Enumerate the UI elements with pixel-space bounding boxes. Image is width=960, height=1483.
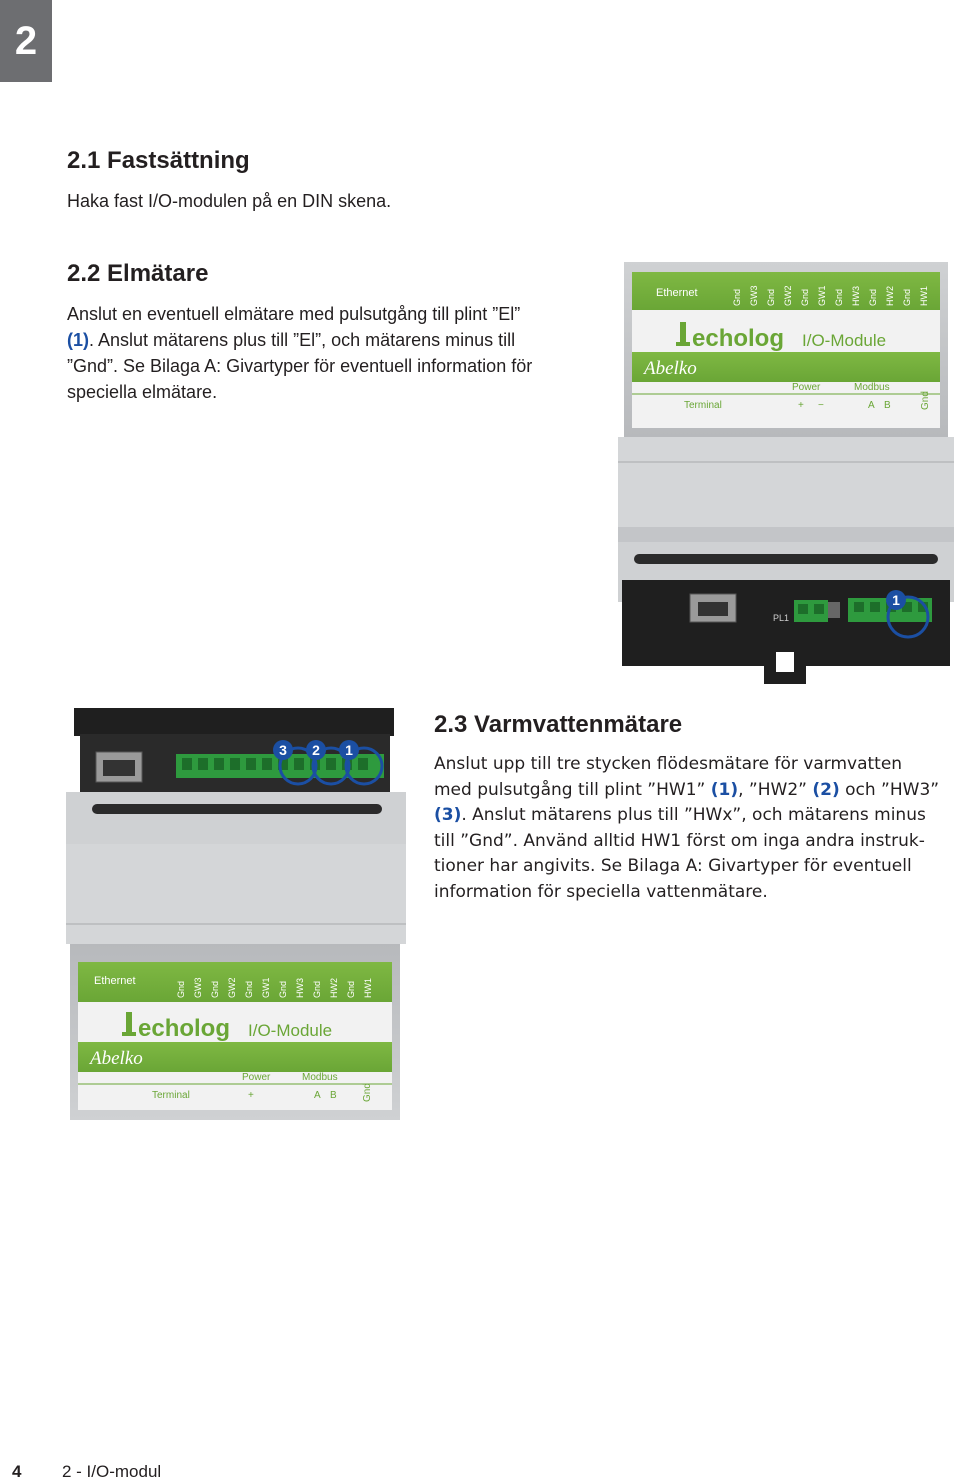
screw <box>814 604 824 614</box>
terminal-label: HW1 <box>363 978 373 998</box>
io-module-photo-bottom <box>66 708 406 1120</box>
power-plus: + <box>248 1090 254 1101</box>
marker-number-1: 1 <box>345 742 353 758</box>
screw <box>214 758 224 770</box>
connector-face <box>74 708 394 736</box>
terminal-label-bottom: Terminal <box>152 1090 190 1101</box>
screw <box>246 758 256 770</box>
text-line: ”Gnd”. Se Bilaga A: Givartyper för eventuell information för <box>67 356 533 376</box>
text-span: och ”HW3” <box>839 779 940 800</box>
terminal-label: Gnd <box>800 288 810 306</box>
modbus-a: A <box>868 400 875 411</box>
power-label: Power <box>792 382 821 393</box>
text-line: Anslut en eventuell elmätare med pulsutgång till plint ”El” <box>67 304 521 324</box>
logo-base <box>122 1032 136 1036</box>
text-line: speciella elmätare. <box>67 382 218 402</box>
ethernet-socket <box>103 760 135 776</box>
reference-1: (1) <box>67 330 89 350</box>
maker-name: Abelko <box>644 358 697 379</box>
screw <box>798 604 808 614</box>
modbus-label: Modbus <box>854 382 890 393</box>
terminal-label: GW3 <box>749 285 759 306</box>
modbus-b: B <box>884 400 891 411</box>
terminal-label: Gnd <box>312 980 322 998</box>
ethernet-label: Ethernet <box>94 975 136 987</box>
text-line: tioner har angivits. Se Bilaga A: Givartyper för eventuell <box>434 856 912 877</box>
power-label: Power <box>242 1072 271 1083</box>
terminal-label: GW1 <box>817 285 827 306</box>
model-name: I/O-Module <box>802 331 887 350</box>
power-plus: + <box>798 400 804 411</box>
reference-1: (1) <box>710 779 739 800</box>
terminal-label: Gnd <box>278 980 288 998</box>
terminal-label: Gnd <box>346 980 356 998</box>
screw <box>326 758 336 770</box>
ethernet-label: Ethernet <box>656 287 698 299</box>
brand-name: echolog <box>692 325 785 352</box>
terminal-label: Gnd <box>244 980 254 998</box>
screw <box>182 758 192 770</box>
text-span: , ”HW2” <box>738 779 813 800</box>
page-number: 4 <box>12 1462 22 1481</box>
terminal-label: Gnd <box>176 980 186 998</box>
reference-3: (3) <box>434 805 462 826</box>
power-minus: − <box>818 400 824 411</box>
text-line <box>434 778 954 804</box>
text-line: till ”Gnd”. Använd alltid HW1 först om inga andra instruk- <box>434 830 925 851</box>
modbus-b: B <box>330 1090 337 1101</box>
text-line <box>434 803 954 829</box>
terminal-label: GW2 <box>783 285 793 306</box>
section-2-1-title: 2.1 Fastsättning <box>67 147 250 174</box>
io-module-photo-top <box>618 262 954 686</box>
text-line: information för speciella vattenmätare. <box>434 881 768 902</box>
maker-name: Abelko <box>90 1048 143 1069</box>
terminal-label: Gnd <box>868 288 878 306</box>
housing-middle <box>66 844 406 944</box>
terminal-label: GW1 <box>261 977 271 998</box>
gnd-label: Gnd <box>362 1083 373 1102</box>
terminal-label: HW3 <box>851 286 861 306</box>
vent-slot <box>634 554 938 564</box>
screw <box>870 602 880 612</box>
screw <box>198 758 208 770</box>
din-clip-slot <box>776 652 794 672</box>
ethernet-socket <box>698 602 728 616</box>
terminal-label: Gnd <box>210 980 220 998</box>
screw <box>854 602 864 612</box>
text-span: . Anslut mätarens plus till ”HWx”, och mätarens minus <box>461 805 926 826</box>
section-2-2-body <box>67 301 627 405</box>
terminal-label: Gnd <box>732 288 742 306</box>
section-2-1-text: Haka fast I/O-modulen på en DIN skena. <box>67 191 392 211</box>
screw <box>230 758 240 770</box>
text-line: Anslut upp till tre stycken flödesmätare för varmvatten <box>434 754 903 774</box>
text-span: . Anslut mätarens plus till ”El”, och mätarens minus till <box>89 330 516 350</box>
terminal-label: Gnd <box>902 288 912 306</box>
housing-middle <box>618 437 954 527</box>
terminal-label: HW3 <box>295 978 305 998</box>
marker-number-3: 3 <box>279 742 287 758</box>
terminal-label: GW2 <box>227 977 237 998</box>
terminal-label-bottom: Terminal <box>684 400 722 411</box>
footer-chapter-title: 2 - I/O-modul <box>62 1462 162 1481</box>
modbus-a: A <box>314 1090 321 1101</box>
terminal-label: Gnd <box>834 288 844 306</box>
text-line <box>67 327 627 353</box>
marker-number: 1 <box>892 592 900 608</box>
section-2-3-body <box>434 752 954 906</box>
housing-lower <box>66 792 406 844</box>
terminal-label: Gnd <box>766 288 776 306</box>
model-name: I/O-Module <box>248 1021 333 1040</box>
terminal-label: HW2 <box>329 978 339 998</box>
screw <box>294 758 304 770</box>
pcb-label: PL1 <box>773 613 790 623</box>
pcb-component <box>828 602 840 618</box>
screw <box>262 758 272 770</box>
terminal-label: HW1 <box>919 286 929 306</box>
modbus-label: Modbus <box>302 1072 338 1083</box>
section-2-2-title: 2.2 Elmätare <box>67 260 209 287</box>
vent-slot <box>92 804 382 814</box>
chapter-tab: 2 <box>0 0 52 82</box>
section-2-3-title: 2.3 Varmvattenmätare <box>434 711 683 738</box>
screw <box>358 758 368 770</box>
reference-2: (2) <box>812 779 840 800</box>
logo-base <box>676 342 690 346</box>
brand-name: echolog <box>138 1015 231 1042</box>
terminal-label: HW2 <box>885 286 895 306</box>
text-span: med pulsutgång till plint ”HW1” <box>434 779 711 800</box>
gnd-label: Gnd <box>920 391 931 410</box>
marker-number-2: 2 <box>312 742 320 758</box>
terminal-label: GW3 <box>193 977 203 998</box>
